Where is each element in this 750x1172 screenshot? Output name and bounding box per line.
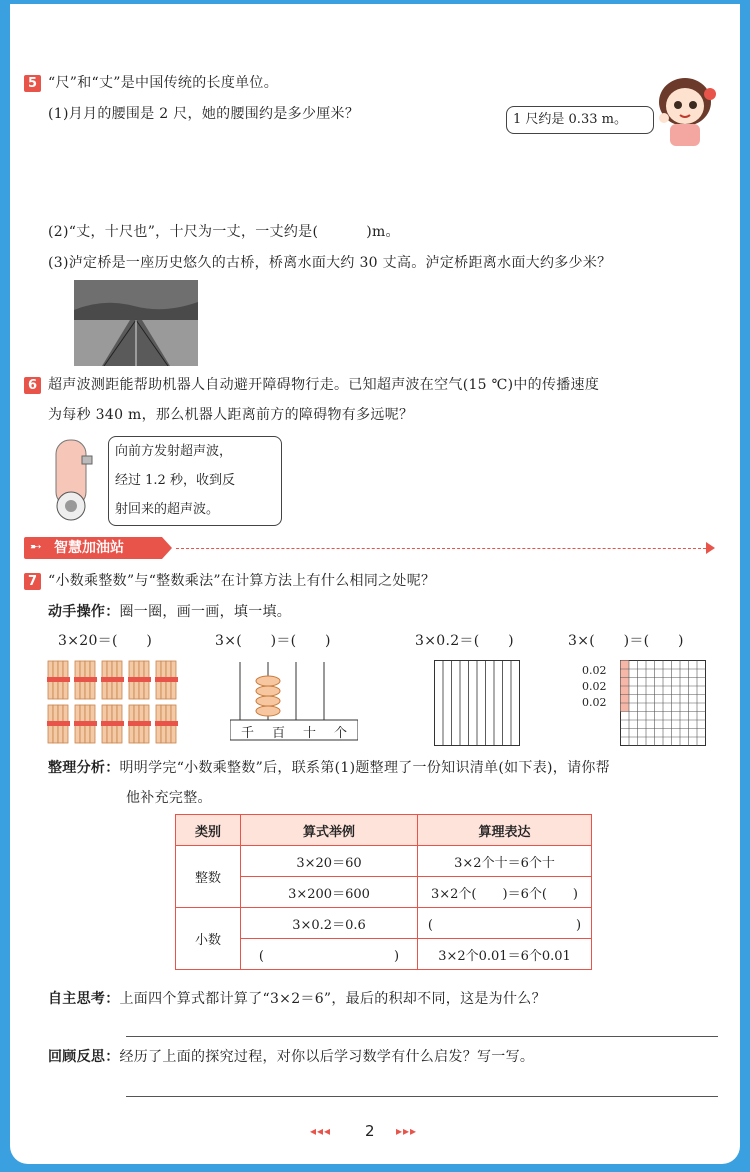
table-cell: 3×200＝600: [241, 877, 418, 908]
expr-4: 3×( )＝( ): [568, 633, 684, 649]
banner-icon: ➸: [30, 539, 42, 555]
abacus-label: 百: [271, 726, 285, 741]
analysis-line1: [48, 758, 610, 778]
q6-line2: 为每秒 340 m，那么机器人距离前方的障碍物有多远呢？: [48, 407, 414, 423]
q6-line1: 超声波测距能帮助机器人自动避开障碍物行走。已知超声波在空气(15 ℃)中的传播速度: [48, 377, 600, 393]
grid-label: 0.02: [582, 696, 607, 709]
q5-part2-prefix: (2)“丈，十尺也”，十尺为一丈，一丈约是(: [48, 224, 319, 240]
table-cell: 3×2个十＝6个十: [418, 846, 592, 877]
table-cell-answer[interactable]: ( ): [241, 939, 418, 970]
operation-text: 圈一圈，画一画，填一填。: [119, 604, 292, 620]
prev-arrows-icon: ◂◂◂: [310, 1124, 332, 1138]
stick-bundle: [155, 661, 178, 699]
table-header: 类别: [176, 815, 241, 846]
q5-stem: “尺”和“丈”是中国传统的长度单位。: [48, 75, 279, 91]
tenths-grid: [434, 660, 520, 746]
stick-bundle: [101, 705, 124, 743]
table-cell: 3×2个0.01＝6个0.01: [418, 939, 592, 970]
table-cell-answer[interactable]: 3×2个( )＝6个( ): [418, 877, 592, 908]
stick-bundle: [47, 705, 70, 743]
q7-stem: “小数乘整数”与“整数乘法”在计算方法上有什么相同之处呢？: [48, 573, 436, 589]
question-6-number: 6: [24, 377, 41, 394]
q5-part2-suffix: )m。: [366, 224, 400, 240]
reflect-label: 回顾反思：: [48, 1049, 120, 1065]
banner-dash-line: [176, 548, 706, 549]
operation-label: 动手操作：: [48, 604, 120, 620]
banner-arrow-tip: [162, 537, 172, 559]
table-header: 算式举例: [241, 815, 418, 846]
table-cell: 3×20＝60: [241, 846, 418, 877]
abacus-label: 个: [333, 726, 347, 741]
banner-end-arrow: [706, 542, 715, 554]
q5-part2: [48, 222, 400, 242]
question-5-number: 5: [24, 75, 41, 92]
abacus-place-labels: [232, 722, 356, 741]
q5-part3: (3)泸定桥是一座历史悠久的古桥，桥离水面大约 30 丈高。泸定桥距离水面大约多少米？: [48, 255, 612, 271]
expr-3: 3×0.2＝( ): [415, 633, 514, 649]
q5-part1: (1)月月的腰围是 2 尺，她的腰围约是多少厘米？: [48, 106, 360, 122]
category-decimal: 小数: [176, 908, 241, 970]
stick-bundle: [101, 661, 124, 699]
girl-illustration: [650, 72, 720, 146]
stick-bundle: [74, 705, 97, 743]
next-arrows-icon: ▸▸▸: [396, 1124, 418, 1138]
grid-label: 0.02: [582, 680, 607, 693]
table-cell: 3×0.2＝0.6: [241, 908, 418, 939]
analysis-text: 明明学完“小数乘整数”后，联系第(1)题整理了一份知识清单(如下表)，请你帮: [119, 760, 610, 776]
hundredths-labels: [582, 663, 607, 711]
stick-bundle: [155, 705, 178, 743]
grid-label: 0.02: [582, 664, 607, 677]
analysis-line2: 他补充完整。: [126, 790, 212, 806]
think-label: 自主思考：: [48, 991, 120, 1007]
question-7-number: 7: [24, 573, 41, 590]
q7-operation: [48, 602, 291, 622]
think-question: [48, 989, 546, 1009]
answer-line[interactable]: [126, 1036, 718, 1037]
table-cell-answer[interactable]: ( ): [418, 908, 592, 939]
analysis-label: 整理分析：: [48, 760, 120, 776]
robot-bubble-line: 向前方发射超声波，: [115, 444, 233, 459]
expr-2: 3×( )＝( ): [215, 633, 331, 649]
think-text: 上面四个算式都计算了“3×2＝6”，最后的积却不同，这是为什么？: [119, 991, 546, 1007]
robot-bubble-line: 射回来的超声波。: [115, 502, 220, 517]
stick-bundle: [74, 661, 97, 699]
robot-bubble-line: 经过 1.2 秒，收到反: [115, 473, 235, 488]
answer-line[interactable]: [126, 1096, 718, 1097]
table-header: 算理表达: [418, 815, 592, 846]
reflect-text: 经历了上面的探究过程，对你以后学习数学有什么启发？写一写。: [119, 1049, 535, 1065]
category-integer: 整数: [176, 846, 241, 908]
bridge-photo: [74, 280, 198, 366]
banner-title: 智慧加油站: [54, 540, 124, 556]
worksheet-page: [10, 4, 740, 1164]
reflect-question: [48, 1047, 534, 1067]
knowledge-table: [175, 814, 592, 970]
stick-bundle: [128, 661, 151, 699]
robot-speech-bubble: [108, 436, 282, 526]
stick-bundle: [128, 705, 151, 743]
page-number: 2: [365, 1122, 375, 1140]
stick-bundles-illustration: [46, 659, 182, 749]
section-banner: [24, 537, 162, 559]
hint-bubble: 1 尺约是 0.33 m。: [506, 106, 654, 134]
stick-bundle: [47, 661, 70, 699]
abacus-label: 千: [240, 726, 254, 741]
hundredths-grid: [620, 660, 706, 746]
robot-illustration: [46, 436, 104, 524]
abacus-label: 十: [302, 726, 316, 741]
expr-1: 3×20＝( ): [58, 633, 153, 649]
